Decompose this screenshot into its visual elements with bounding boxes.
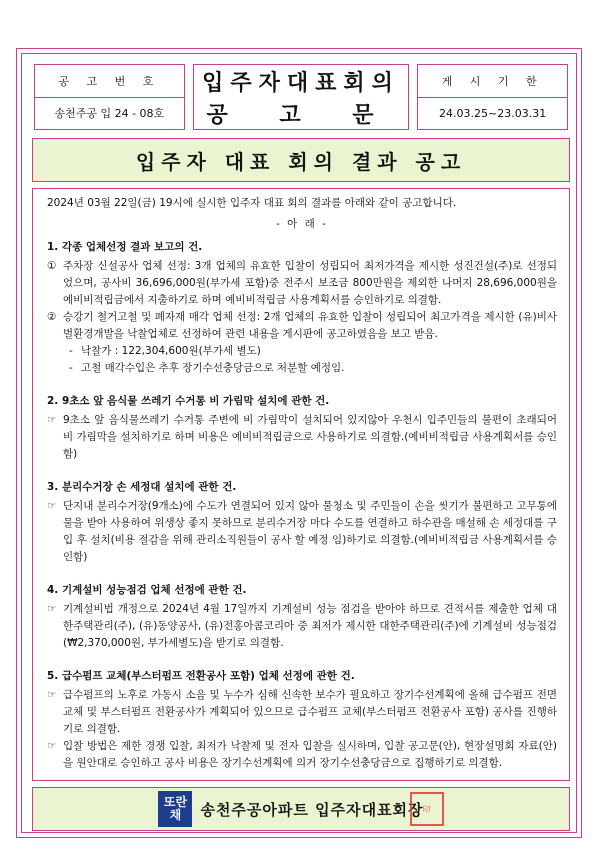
- logo-text-line2: 채: [169, 808, 182, 822]
- ahrae-heading: - 아 래 -: [276, 218, 328, 230]
- logo-text-line1: 또란: [163, 795, 188, 809]
- section-5: [47, 668, 557, 772]
- sub-item-text: 낙찰가 : 122,304,600원(부가세 별도): [81, 345, 261, 357]
- list-item: [47, 687, 557, 738]
- notice-number-box: [34, 64, 185, 130]
- signature-bar: [32, 787, 570, 831]
- section-title: 2. 9초소 앞 음식물 쓰레기 수거통 비 가림막 설치에 관한 건.: [47, 395, 330, 407]
- sub-item-marker: -: [69, 362, 73, 374]
- notice-title-line2: 공 고 문: [206, 102, 396, 128]
- sub-item-text: 고철 매각수입은 추후 장기수선충당금으로 처분할 예정임.: [81, 362, 345, 374]
- item-text: 9초소 앞 음식물쓰레기 수거통 주변에 비 가림막이 설치되어 있지않아 우천시 입주민들의 불편이 초래되어 비 가림막을 설치하기로 하며 비용은 예비비적립금으로 사용하기로 의결함.(예비비적립금 사용계획서를 승인함): [63, 414, 557, 460]
- intro-text: 2024년 03월 22일(금) 19시에 실시한 입주자 대표 회의 결과를 아래와 같이 공고합니다.: [47, 197, 457, 209]
- section-2: [47, 393, 557, 463]
- section-4: [47, 582, 557, 652]
- pointing-hand-icon: ☞: [47, 689, 57, 701]
- pointing-hand-icon: ☞: [47, 500, 57, 512]
- list-item: [47, 498, 557, 566]
- pointing-hand-icon: ☞: [47, 603, 57, 615]
- notice-inner-frame: [21, 53, 577, 833]
- apartment-logo: [158, 791, 192, 827]
- section-title: 4. 기계설비 성능점검 업체 선정에 관한 건.: [47, 584, 247, 596]
- notice-title-line1: 입주자대표회의: [202, 70, 400, 96]
- list-item: [47, 601, 557, 652]
- official-seal-stamp: 印: [410, 792, 444, 826]
- section-title: 5. 급수펌프 교체(부스터펌프 전환공사 포함) 업체 선정에 관한 건.: [47, 670, 355, 682]
- notice-header: [34, 64, 568, 130]
- section-title: 3. 분리수거장 손 세정대 설치에 관한 건.: [47, 481, 237, 493]
- document-title: 입주자 대표 회의 결과 공고: [135, 149, 467, 174]
- pointing-hand-icon: ☞: [47, 740, 57, 752]
- item-text: 승강기 철거고철 및 폐자재 매각 업체 선정: 2개 업체의 유효한 입찰이 성립되어 최고가격을 제시한 (유)비사벌환경개발을 낙찰업체로 선정하여 관련 내용을 게시판에 공고하였음을 보고 받음.: [63, 311, 557, 340]
- section-title: 1. 각종 업체선정 결과 보고의 건.: [47, 241, 203, 253]
- sub-item: [47, 343, 557, 360]
- list-item: [47, 258, 557, 309]
- posting-period: 24.03.25~23.03.31: [418, 97, 567, 130]
- list-item: [47, 738, 557, 772]
- item-marker: ②: [47, 311, 57, 323]
- sub-item: [47, 360, 557, 377]
- sub-item-marker: -: [69, 345, 73, 357]
- item-text: 기계설비법 개정으로 2024년 4월 17일까지 기계설비 성능 점검을 받아야 하므로 견적서를 제출한 업체 대한주택관리(주), (유)동양공사, (유)전홍아콤코리아 중 최저가 제시한 대한주택관리(주)에 기계설비 성능점검(₩2,370,000원, 부가세별도)을 받기로 의결함.: [63, 603, 557, 649]
- section-3: [47, 479, 557, 566]
- section-1: [47, 239, 557, 377]
- posting-period-box: [417, 64, 568, 130]
- signature-text: 송천주공아파트 입주자대표회장: [200, 800, 424, 819]
- list-item: [47, 309, 557, 343]
- item-text: 주차장 신설공사 업체 선정: 3개 업체의 유효한 입찰이 성립되어 최저가격을 제시한 성진건설(주)로 선정되었으며, 공사비 36,696,000원(부가세 포함)중 전주시 보조금 800만원을 제외한 나머지 28,696,000원을 예비비적립금에서 지출하기로 하며 예비비적립금 사용계획서를 승인하기로 의결함.: [63, 260, 557, 306]
- pointing-hand-icon: ☞: [47, 414, 57, 426]
- notice-title-box: [193, 64, 410, 130]
- list-item: [47, 412, 557, 463]
- item-text: 급수펌프의 노후로 가동시 소음 및 누수가 심해 신속한 보수가 필요하고 장기수선계획에 올해 급수펌프 전면교체 및 부스터펌프 전환공사가 계획되어 있으므로 급수펌프 교체(부스터펌프 전환공사 포함) 공사를 진행하기로 의결함.: [63, 689, 557, 735]
- document-title-bar: [32, 138, 570, 182]
- item-text: 입찰 방법은 제한 경쟁 입찰, 최저가 낙찰제 및 전자 입찰을 실시하며, 입찰 공고문(안), 현장설명회 자료(안)을 원안대로 승인하고 공사 비용은 장기수선계획에 의거 장기수선충당금으로 집행하기로 의결함.: [63, 740, 557, 769]
- posting-period-label: 게 시 기 한: [441, 74, 544, 88]
- notice-body: [32, 188, 570, 781]
- item-marker: ①: [47, 260, 57, 272]
- notice-number-label: 공 고 번 호: [58, 74, 161, 88]
- item-text: 단지내 분리수거장(9개소)에 수도가 연결되어 있지 않아 물청소 및 주민들이 손을 씻기가 불편하고 고무통에 물을 받아 사용하여 위생상 좋지 못하므로 분리수거장 마다 수도를 연결하고 하수관을 매설해 손 세정대를 구입 후 설치(비용 절감을 위해 관리소직원들이 공사 할 예정 임)하기로 의결함.(예비비적립금 사용계획서를 승인함): [63, 500, 557, 563]
- notice-frame: [16, 48, 582, 838]
- notice-number: 송천주공 입 24 - 08호: [35, 97, 184, 130]
